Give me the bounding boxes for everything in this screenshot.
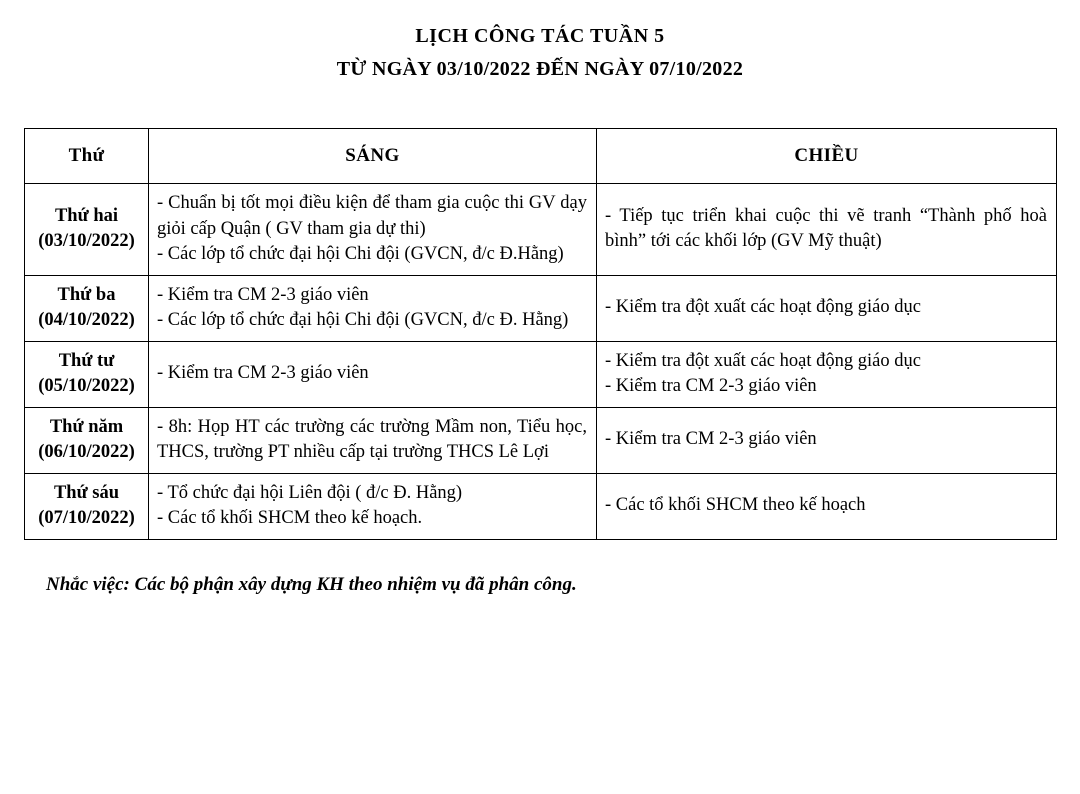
day-name: Thứ ba — [57, 284, 116, 305]
day-date: (04/10/2022) — [38, 310, 135, 331]
morning-item: - Tổ chức đại hội Liên đội ( đ/c Đ. Hằng) — [157, 482, 463, 503]
day-cell — [25, 275, 149, 341]
column-header-afternoon: CHIỀU — [597, 129, 1057, 184]
afternoon-item: - Kiểm tra đột xuất các hoạt động giáo dục — [605, 297, 921, 318]
afternoon-cell — [597, 341, 1057, 407]
table-row — [25, 184, 1057, 276]
morning-item: - Các tổ khối SHCM theo kế hoạch. — [157, 508, 423, 529]
morning-cell — [149, 407, 597, 473]
afternoon-item: - Kiểm tra CM 2-3 giáo viên — [605, 429, 817, 450]
morning-item: - Kiểm tra CM 2-3 giáo viên — [157, 284, 369, 305]
day-name: Thứ sáu — [53, 482, 120, 503]
morning-item: - Các lớp tổ chức đại hội Chi đội (GVCN, đ/c Đ.Hằng) — [157, 244, 564, 265]
day-cell — [25, 184, 149, 276]
table-row — [25, 341, 1057, 407]
schedule-table-wrapper — [24, 128, 1056, 540]
afternoon-item: - Các tổ khối SHCM theo kế hoạch — [605, 495, 866, 516]
afternoon-item: - Tiếp tục triển khai cuộc thi vẽ tranh “Thành phố hoà bình” tới các khối lớp (GV Mỹ thuật) — [605, 205, 1047, 252]
afternoon-item: - Kiểm tra CM 2-3 giáo viên — [605, 376, 817, 397]
footer-note-text: Các bộ phận xây dựng KH theo nhiệm vụ đã phân công. — [129, 573, 577, 595]
morning-cell — [149, 184, 597, 276]
title-block — [0, 0, 1080, 84]
day-date: (06/10/2022) — [38, 442, 135, 463]
afternoon-cell — [597, 473, 1057, 539]
day-name: Thứ hai — [54, 205, 119, 226]
footer-note-label: Nhắc việc: — [46, 573, 130, 595]
morning-cell — [149, 275, 597, 341]
schedule-table-body — [25, 184, 1057, 540]
table-header-row — [25, 129, 1057, 184]
day-name: Thứ tư — [58, 350, 115, 371]
day-cell — [25, 341, 149, 407]
afternoon-cell — [597, 184, 1057, 276]
column-header-morning: SÁNG — [149, 129, 597, 184]
footer-note — [46, 574, 1080, 596]
day-cell — [25, 473, 149, 539]
afternoon-item: - Kiểm tra đột xuất các hoạt động giáo dục — [605, 350, 921, 371]
table-row — [25, 275, 1057, 341]
afternoon-cell — [597, 275, 1057, 341]
table-row — [25, 407, 1057, 473]
day-cell — [25, 407, 149, 473]
page-title: LỊCH CÔNG TÁC TUẦN 5 — [415, 25, 665, 47]
table-row — [25, 473, 1057, 539]
column-header-day: Thứ — [25, 129, 149, 184]
day-name: Thứ năm — [49, 416, 124, 437]
morning-item: - Chuẩn bị tốt mọi điều kiện để tham gia cuộc thi GV dạy giỏi cấp Quận ( GV tham gia dự thi) — [157, 193, 587, 239]
schedule-table — [24, 128, 1057, 540]
morning-cell — [149, 473, 597, 539]
afternoon-cell — [597, 407, 1057, 473]
day-date: (03/10/2022) — [38, 231, 135, 252]
day-date: (05/10/2022) — [38, 376, 135, 397]
morning-item: - Kiểm tra CM 2-3 giáo viên — [157, 363, 369, 384]
morning-cell — [149, 341, 597, 407]
day-date: (07/10/2022) — [38, 508, 135, 529]
morning-item: - 8h: Họp HT các trường các trường Mầm non, Tiểu học, THCS, trường PT nhiều cấp tại trường THCS Lê Lợi — [157, 416, 587, 463]
page-subtitle: TỪ NGÀY 03/10/2022 ĐẾN NGÀY 07/10/2022 — [336, 58, 744, 80]
morning-item: - Các lớp tổ chức đại hội Chi đội (GVCN, đ/c Đ. Hằng) — [157, 310, 569, 331]
